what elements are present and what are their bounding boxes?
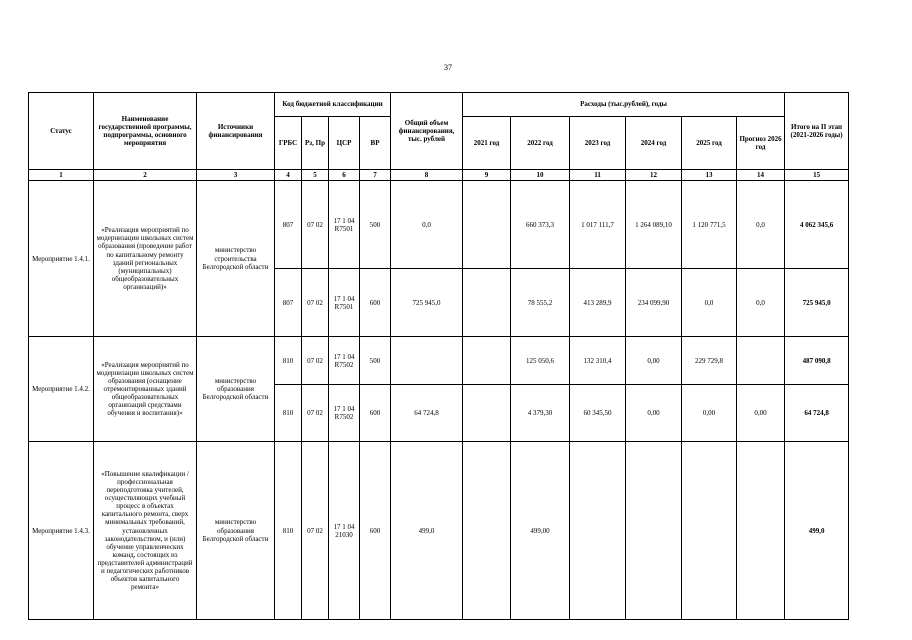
table-row <box>29 337 849 385</box>
row-name: «Реализация мероприятий по модернизации школьных систем образования (проведение работ по капитальному ремонту зданий региональных (муниципальных) общеобразовательных организаций)» <box>94 181 197 337</box>
cell-2023: 132 310,4 <box>570 337 626 385</box>
cell-2024 <box>626 442 682 620</box>
cell-2022: 660 373,3 <box>511 181 570 269</box>
cell-2023: 413 289,9 <box>570 269 626 337</box>
cell-csr: 17 1 04 R7501 <box>329 269 360 337</box>
cell-2025: 1 120 771,5 <box>682 181 737 269</box>
cell-2024: 1 264 089,10 <box>626 181 682 269</box>
cell-stage2: 64 724,8 <box>785 385 849 442</box>
header-2022: 2022 год <box>511 117 570 170</box>
header-stage2: Итого на II этап (2021-2026 годы) <box>785 93 849 170</box>
row-source: министерство образования Белгородской области <box>197 442 275 620</box>
col-number: 9 <box>463 170 511 181</box>
header-expenses: Расходы (тыс.рублей), годы <box>463 93 785 117</box>
cell-rz-pr: 07 02 <box>302 337 329 385</box>
cell-2026 <box>737 442 785 620</box>
cell-2026 <box>737 337 785 385</box>
header-2024: 2024 год <box>626 117 682 170</box>
col-number: 11 <box>570 170 626 181</box>
header-vr: ВР <box>360 117 391 170</box>
cell-vr: 500 <box>360 337 391 385</box>
col-number: 8 <box>391 170 463 181</box>
cell-2022: 125 050,6 <box>511 337 570 385</box>
header-csr: ЦСР <box>329 117 360 170</box>
row-source: министерство строительства Белгородской области <box>197 181 275 337</box>
header-2025: 2025 год <box>682 117 737 170</box>
row-name: «Повышение квалификации / профессиональная переподготовка учителей, осуществляющих учебный процесс в объектах капитального ремонта, сверх минимальных требований, установленных законодательством, и (или) обучение управленческих команд, состоящих из представителей администраций и педагогических работников объектов капитального ремонта» <box>94 442 197 620</box>
cell-2021 <box>463 385 511 442</box>
cell-grbs: 807 <box>275 269 302 337</box>
cell-2024: 0,00 <box>626 385 682 442</box>
cell-vr: 500 <box>360 181 391 269</box>
col-number: 7 <box>360 170 391 181</box>
cell-grbs: 810 <box>275 337 302 385</box>
cell-total <box>391 337 463 385</box>
cell-2022: 4 379,30 <box>511 385 570 442</box>
row-status: Мероприятие 1.4.2. <box>29 337 94 442</box>
cell-2024: 0,00 <box>626 337 682 385</box>
header-rz-pr: Рз, Пр <box>302 117 329 170</box>
row-source: министерство образования Белгородской области <box>197 337 275 442</box>
header-sources: Источники финансирования <box>197 93 275 170</box>
col-number: 4 <box>275 170 302 181</box>
header-total: Общий объем финансирования, тыс. рублей <box>391 93 463 170</box>
cell-2025 <box>682 442 737 620</box>
row-name: «Реализация мероприятий по модернизации школьных систем образования (оснащение отремонтированных зданий общеобразовательных организаций средствами обучения и воспитания)» <box>94 337 197 442</box>
cell-2025: 0,00 <box>682 385 737 442</box>
cell-stage2: 4 062 345,6 <box>785 181 849 269</box>
cell-csr: 17 1 04 R7501 <box>329 181 360 269</box>
cell-stage2: 487 090,8 <box>785 337 849 385</box>
cell-grbs: 807 <box>275 181 302 269</box>
cell-vr: 600 <box>360 385 391 442</box>
cell-2026: 0,00 <box>737 385 785 442</box>
table-row <box>29 442 849 620</box>
cell-vr: 600 <box>360 442 391 620</box>
header-2026: Прогноз 2026 год <box>737 117 785 170</box>
cell-2025: 229 729,8 <box>682 337 737 385</box>
cell-2026: 0,0 <box>737 269 785 337</box>
cell-csr: 17 1 04 21030 <box>329 442 360 620</box>
row-status: Мероприятие 1.4.3. <box>29 442 94 620</box>
column-number-row <box>29 170 849 181</box>
header-status: Статус <box>29 93 94 170</box>
cell-2024: 234 099,90 <box>626 269 682 337</box>
col-number: 13 <box>682 170 737 181</box>
cell-2023: 1 017 111,7 <box>570 181 626 269</box>
cell-2026: 0,0 <box>737 181 785 269</box>
cell-2021 <box>463 269 511 337</box>
table-row <box>29 181 849 269</box>
cell-2022: 78 555,2 <box>511 269 570 337</box>
cell-2025: 0,0 <box>682 269 737 337</box>
cell-csr: 17 1 04 R7502 <box>329 385 360 442</box>
cell-grbs: 810 <box>275 442 302 620</box>
col-number: 10 <box>511 170 570 181</box>
col-number: 14 <box>737 170 785 181</box>
col-number: 15 <box>785 170 849 181</box>
header-grbs: ГРБС <box>275 117 302 170</box>
col-number: 2 <box>94 170 197 181</box>
cell-total: 0,0 <box>391 181 463 269</box>
cell-vr: 600 <box>360 269 391 337</box>
header-row-1 <box>29 93 849 117</box>
header-2021: 2021 год <box>463 117 511 170</box>
budget-table <box>28 92 849 620</box>
col-number: 6 <box>329 170 360 181</box>
col-number: 12 <box>626 170 682 181</box>
header-2023: 2023 год <box>570 117 626 170</box>
cell-stage2: 499,0 <box>785 442 849 620</box>
page-number: 37 <box>444 63 452 72</box>
cell-rz-pr: 07 02 <box>302 269 329 337</box>
cell-total: 725 945,0 <box>391 269 463 337</box>
col-number: 3 <box>197 170 275 181</box>
cell-total: 64 724,8 <box>391 385 463 442</box>
cell-2023 <box>570 442 626 620</box>
cell-csr: 17 1 04 R7502 <box>329 337 360 385</box>
cell-2021 <box>463 442 511 620</box>
col-number: 5 <box>302 170 329 181</box>
header-name: Наименование государственной программы, подпрограммы, основного мероприятия <box>94 93 197 170</box>
col-number: 1 <box>29 170 94 181</box>
cell-total: 499,0 <box>391 442 463 620</box>
cell-rz-pr: 07 02 <box>302 442 329 620</box>
cell-rz-pr: 07 02 <box>302 385 329 442</box>
cell-grbs: 810 <box>275 385 302 442</box>
cell-rz-pr: 07 02 <box>302 181 329 269</box>
row-status: Мероприятие 1.4.1. <box>29 181 94 337</box>
cell-stage2: 725 945,0 <box>785 269 849 337</box>
header-kbk: Код бюджетной классификации <box>275 93 391 117</box>
cell-2023: 60 345,50 <box>570 385 626 442</box>
cell-2021 <box>463 181 511 269</box>
cell-2021 <box>463 337 511 385</box>
cell-2022: 499,00 <box>511 442 570 620</box>
